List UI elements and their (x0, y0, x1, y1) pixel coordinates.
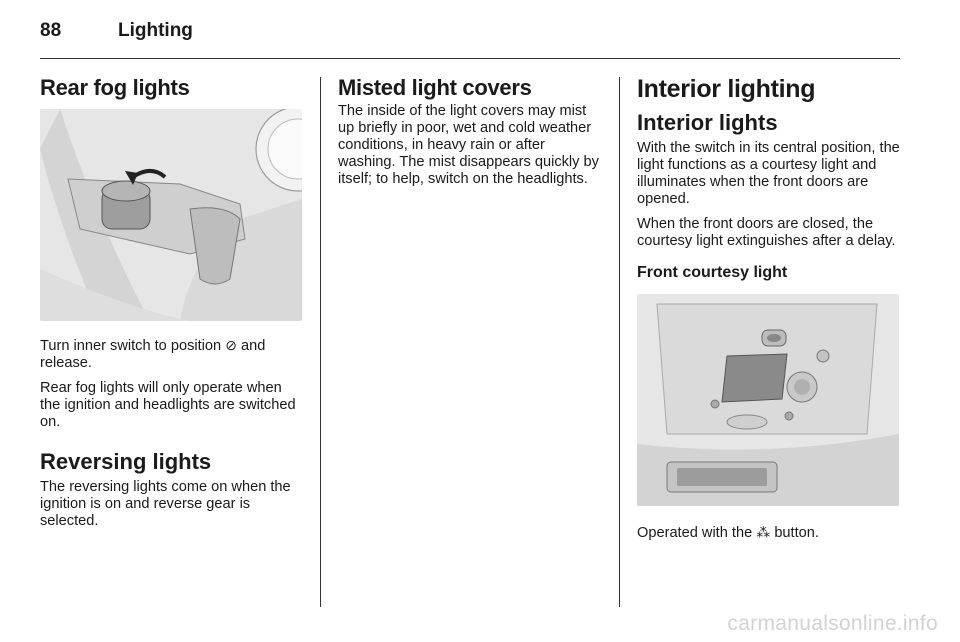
reversing-lights-heading: Reversing lights (40, 449, 212, 474)
column-divider-1 (320, 77, 321, 607)
column-rear-fog (40, 75, 304, 538)
section-title: Lighting (118, 20, 193, 41)
courtesy-light-text: Operated with the ⁂ button. (637, 524, 819, 541)
header-rule (40, 58, 900, 59)
misted-light-covers-heading: Misted light covers (338, 75, 532, 100)
fog-light-symbol-icon: ⊘ (225, 337, 237, 353)
interior-lighting-heading: Interior lighting (637, 75, 816, 103)
misted-light-covers-text: The inside of the light covers may mist up briefly in poor, wet and cold weather conditions, in heavy rain or after washing. The mist disappears quickly by itself; to help, switch on the headlights. (338, 103, 599, 187)
front-courtesy-light-subheading: Front courtesy light (637, 264, 788, 281)
interior-lights-text-2: When the front doors are closed, the courtesy light extinguishes after a delay. (637, 216, 896, 249)
reversing-lights-text: The reversing lights come on when the ignition is on and reverse gear is selected. (40, 479, 291, 529)
courtesy-light-illustration (637, 294, 899, 506)
column-interior (637, 75, 903, 550)
column-divider-2 (619, 77, 620, 607)
watermark: carmanualsonline.info (727, 612, 938, 635)
interior-light-symbol-icon: ⁂ (756, 524, 771, 540)
rear-fog-lights-heading: Rear fog lights (40, 75, 190, 100)
rear-fog-instruction: Turn inner switch to position ⊘ and release. (40, 337, 266, 371)
rear-fog-note: Rear fog lights will only operate when the ignition and headlights are switched on. (40, 380, 296, 430)
page-number: 88 (40, 20, 62, 41)
interior-lights-text-1: With the switch in its central position, the light functions as a courtesy light and illuminates when the front doors are opened. (637, 140, 900, 207)
fog-switch-illustration (40, 109, 302, 321)
column-misted-covers (338, 75, 604, 196)
page-header (40, 20, 193, 42)
interior-lights-subheading: Interior lights (637, 110, 778, 135)
